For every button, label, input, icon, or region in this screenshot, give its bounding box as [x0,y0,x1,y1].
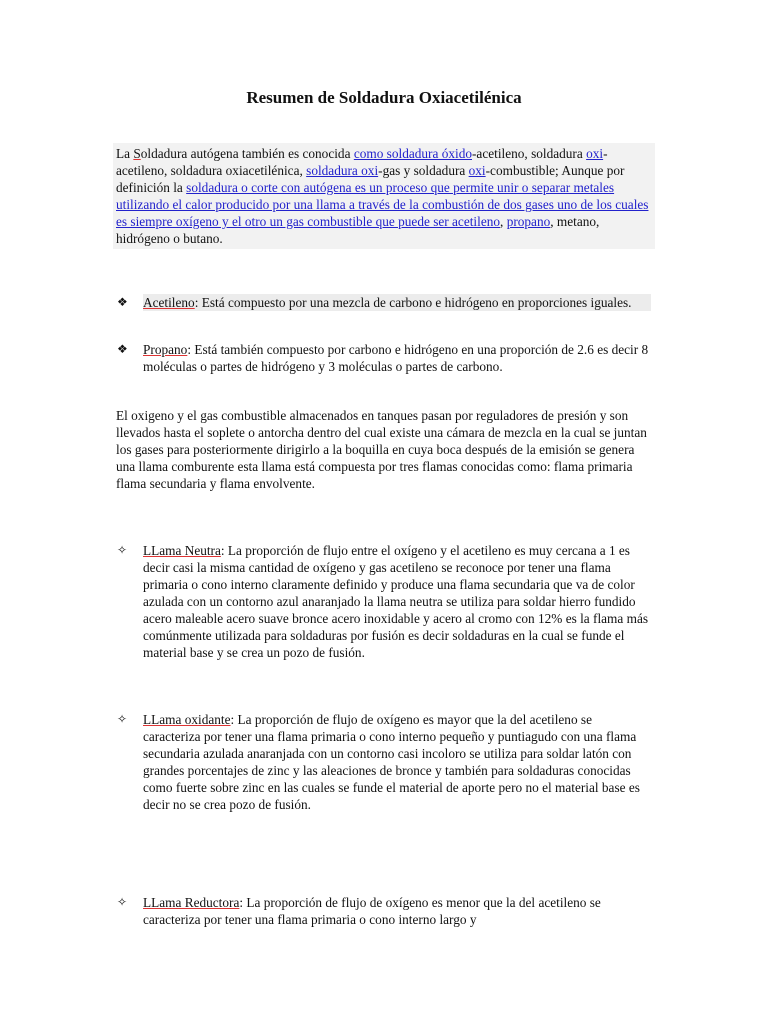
bullet-term: LLama oxidante [143,712,231,727]
intro-paragraph [113,143,655,249]
intro-link[interactable]: soldadura o corte con autógena es un proceso que permite unir o separar metales utilizando el calor producido por una llama a través de la combustión de dos gases uno de los cuales es siempre oxígeno y el otro un gas combustible que puede ser acetileno [116,180,649,229]
bullet-term: LLama Neutra [143,543,221,558]
intro-text: La [116,146,134,161]
intro-text: -acetileno, soldadura [472,146,587,161]
bullet-term: Acetileno [143,295,195,310]
bullet-text: : La proporción de flujo de oxígeno es menor que la del acetileno se caracteriza por tener una flama primaria o cono interno largo y [143,895,601,927]
star-bullet-icon: ✧ [117,895,128,909]
bullet-text: : La proporción de flujo entre el oxígeno y el acetileno es muy cercana a 1 es decir casi la misma cantidad de oxígeno y gas acetileno se reconoce por tener una flama primaria o cono interno claramente definido y produce una flama secundaria que va de color azulada con un contorno azul anaranjado la llama neutra se utiliza para soldar hierro fundido acero maleable acero suave bronce acero inoxidable y acero al cromo con 12% es la flama más comúnmente utilizada para soldaduras por fusión es decir soldaduras en la cual se funde el material base y se crea un pozo de fusión. [143,543,649,660]
star-bullet-icon: ✧ [117,543,128,557]
diamond-bullet-icon: ❖ [117,295,128,309]
bullet-item-llama-neutra [117,542,651,661]
bullet-item-propano [117,341,651,375]
intro-link[interactable]: propano [506,214,551,229]
bullet-term: LLama Reductora [143,895,240,910]
bullet-text: : La proporción de flujo de oxígeno es mayor que la del acetileno se caracteriza por tener una flama primaria o cono interno pequeño y puntiagudo con una flama secundaria azulada anaranjada con un contorno casi incoloro se utiliza para soldar latón con grandes porcentajes de zinc y las aleaciones de bronce y también para soldaduras conocidas como fuerte sobre zinc en las cuales se funde el material de aporte pero no el material base es decir no se crea pozo de fusión. [143,712,640,812]
intro-link[interactable]: como soldadura óxido [353,146,472,161]
intro-text: oldadura autógena también es conocida [140,146,354,161]
intro-text: , metano, hidrógeno o butano. [116,214,600,246]
intro-link[interactable]: oxi [468,163,486,178]
bullet-text: : Está compuesto por una mezcla de carbono e hidrógeno en proporciones iguales. [194,295,632,310]
intro-link[interactable]: soldadura oxi [306,163,379,178]
intro-text: -gas y soldadura [378,163,469,178]
intro-text: -acetileno, soldadura oxiacetilénica, [116,146,608,178]
bullet-item-acetileno [117,294,651,311]
intro-text: S [133,146,141,161]
intro-text: , [500,214,507,229]
intro-link[interactable]: oxi [586,146,604,161]
diamond-bullet-icon: ❖ [117,342,128,356]
bullet-term: Propano [143,342,188,357]
bullet-item-llama-reductora [117,894,651,928]
bullet-item-llama-oxidante [117,711,651,813]
document-title: Resumen de Soldadura Oxiacetilénica [246,88,522,107]
star-bullet-icon: ✧ [117,712,128,726]
intro-text: -combustible; Aunque por definición la [116,163,625,195]
body-paragraph: El oxigeno y el gas combustible almacenados en tanques pasan por reguladores de presión y son llevados hasta el soplete o antorcha dentro del cual existe una cámara de mezcla en la cual se juntan los gases para posteriormente dirigirlo a la boquilla en cuya boca después de la emisión se genera una llama comburente esta llama está compuesta por tres flamas conocidas como: flama primaria flama secundaria y flama envolvente. [116,408,647,491]
bullet-text: : Está también compuesto por carbono e hidrógeno en una proporción de 2.6 es decir 8 moléculas o partes de hidrógeno y 3 moléculas o partes de carbono. [143,342,649,374]
